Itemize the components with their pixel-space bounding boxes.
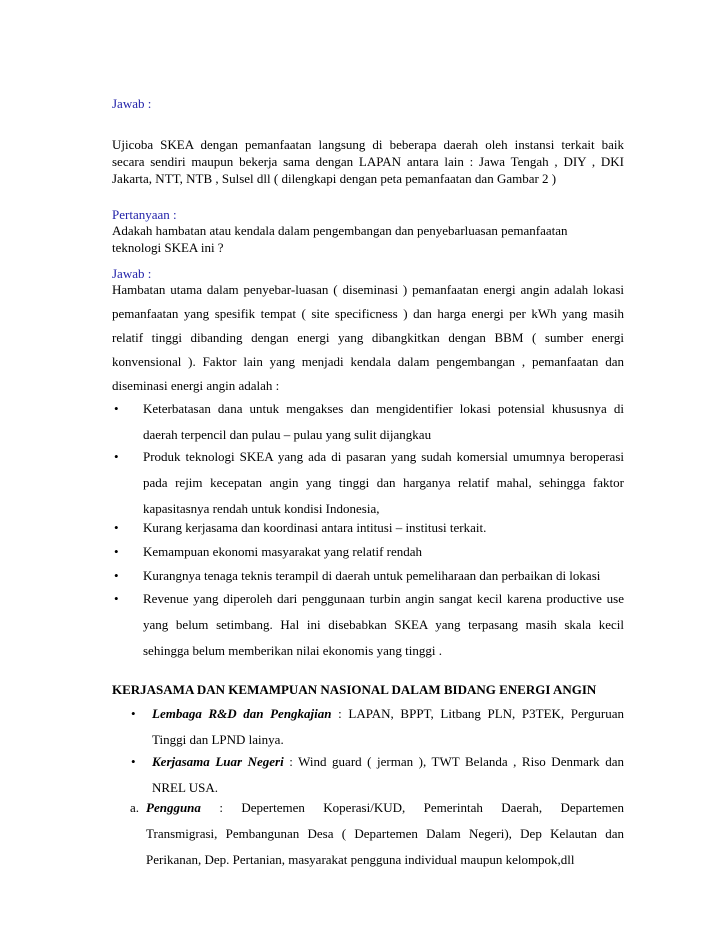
bullet-5-line-1: Kurangnya tenaga teknis terampil di daerah untuk pemeliharaan dan perbaikan di lokasi bbox=[143, 568, 601, 583]
bullet-glyph: • bbox=[131, 706, 136, 721]
section-item-1-line-2: Tinggi dan LPND lainya. bbox=[152, 732, 284, 747]
bullet-2-line-3: kapasitasnya rendah untuk kondisi Indonesia, bbox=[143, 501, 380, 516]
section-item-2-label: Kerjasama Luar Negeri bbox=[152, 754, 284, 769]
lettered-text-1: : Depertemen Koperasi/KUD, Pemerintah Daerah, Departemen bbox=[219, 800, 625, 815]
pertanyaan-label: Pertanyaan : bbox=[112, 207, 177, 222]
bullet-glyph: • bbox=[114, 568, 119, 583]
jawab-label-2: Jawab : bbox=[112, 266, 152, 281]
lettered-marker: a. bbox=[130, 800, 140, 815]
bullet-4-line-1: Kemampuan ekonomi masyarakat yang relatif rendah bbox=[143, 544, 423, 559]
section-heading: KERJASAMA DAN KEMAMPUAN NASIONAL DALAM BIDANG ENERGI ANGIN bbox=[112, 682, 597, 697]
answer-1-line-1: Ujicoba SKEA dengan pemanfaatan langsung di beberapa daerah oleh instansi terkait baik bbox=[112, 137, 624, 152]
bullet-glyph: • bbox=[114, 591, 119, 606]
answer-2-line-1: Hambatan utama dalam penyebar-luasan ( diseminasi ) pemanfaatan energi angin adalah lokasi bbox=[112, 282, 624, 297]
lettered-line-2: Transmigrasi, Pembangunan Desa ( Departemen Dalam Negeri), Dep Kelautan dan bbox=[146, 826, 624, 841]
bullet-6-line-2: yang belum setimbang. Hal ini disebabkan SKEA yang terpasang masih skala kecil bbox=[143, 617, 624, 632]
answer-1-line-3: Jakarta, NTT, NTB , Sulsel dll ( dilengkapi dengan peta pemanfaatan dan Gambar 2 ) bbox=[112, 171, 557, 186]
bullet-glyph: • bbox=[114, 520, 119, 535]
bullet-3-line-1: Kurang kerjasama dan koordinasi antara intitusi – institusi terkait. bbox=[143, 520, 487, 535]
section-item-2-line-1 bbox=[152, 753, 624, 779]
section-item-1-label: Lembaga R&D dan Pengkajian bbox=[152, 706, 332, 721]
answer-2-line-3: relatif tinggi dibanding dengan energi yang dibangkitkan dengan BBM ( sumber energi bbox=[112, 330, 624, 345]
section-item-1-line-1 bbox=[152, 705, 624, 731]
bullet-glyph: • bbox=[114, 449, 119, 464]
answer-2-line-2: pemanfaatan yang spesifik tempat ( site specificness ) dan harga energi per kWh yang masih bbox=[112, 306, 624, 321]
bullet-glyph: • bbox=[114, 401, 119, 416]
answer-2-line-4: konvensional ). Faktor lain yang menjadi kendala dalam pengembangan , pemanfaatan dan bbox=[112, 354, 624, 369]
bullet-1-line-1: Keterbatasan dana untuk mengakses dan mengidentifier lokasi potensial khususnya di bbox=[143, 401, 624, 416]
lettered-line-3: Perikanan, Dep. Pertanian, masyarakat pengguna individual maupun kelompok,dll bbox=[146, 852, 575, 867]
section-item-2-text: : Wind guard ( jerman ), TWT Belanda , Riso Denmark dan bbox=[289, 754, 624, 769]
jawab-label-1: Jawab : bbox=[112, 96, 152, 111]
question-line-2: teknologi SKEA ini ? bbox=[112, 240, 224, 255]
lettered-label: Pengguna bbox=[146, 800, 201, 815]
bullet-2-line-2: pada rejim kecepatan angin yang tinggi dan harganya relatif mahal, sehingga faktor bbox=[143, 475, 624, 490]
bullet-glyph: • bbox=[114, 544, 119, 559]
section-item-1-text: : LAPAN, BPPT, Litbang PLN, P3TEK, Perguruan bbox=[338, 706, 624, 721]
answer-2-line-5: diseminasi energi angin adalah : bbox=[112, 378, 280, 393]
bullet-1-line-2: daerah terpencil dan pulau – pulau yang sulit dijangkau bbox=[143, 427, 432, 442]
bullet-2-line-1: Produk teknologi SKEA yang ada di pasaran yang sudah komersial umumnya beroperasi bbox=[143, 449, 624, 464]
bullet-6-line-1: Revenue yang diperoleh dari penggunaan turbin angin sangat kecil karena productive use bbox=[143, 591, 624, 606]
lettered-line-1 bbox=[146, 799, 624, 825]
answer-1-line-2: secara sendiri maupun bekerja sama dengan LAPAN antara lain : Jawa Tengah , DIY , DKI bbox=[112, 154, 624, 169]
bullet-6-line-3: sehingga belum memberikan nilai ekonomis yang tinggi . bbox=[143, 643, 442, 658]
section-item-2-line-2: NREL USA. bbox=[152, 780, 218, 795]
question-line-1: Adakah hambatan atau kendala dalam pengembangan dan penyebarluasan pemanfaatan bbox=[112, 223, 568, 238]
bullet-glyph: • bbox=[131, 754, 136, 769]
